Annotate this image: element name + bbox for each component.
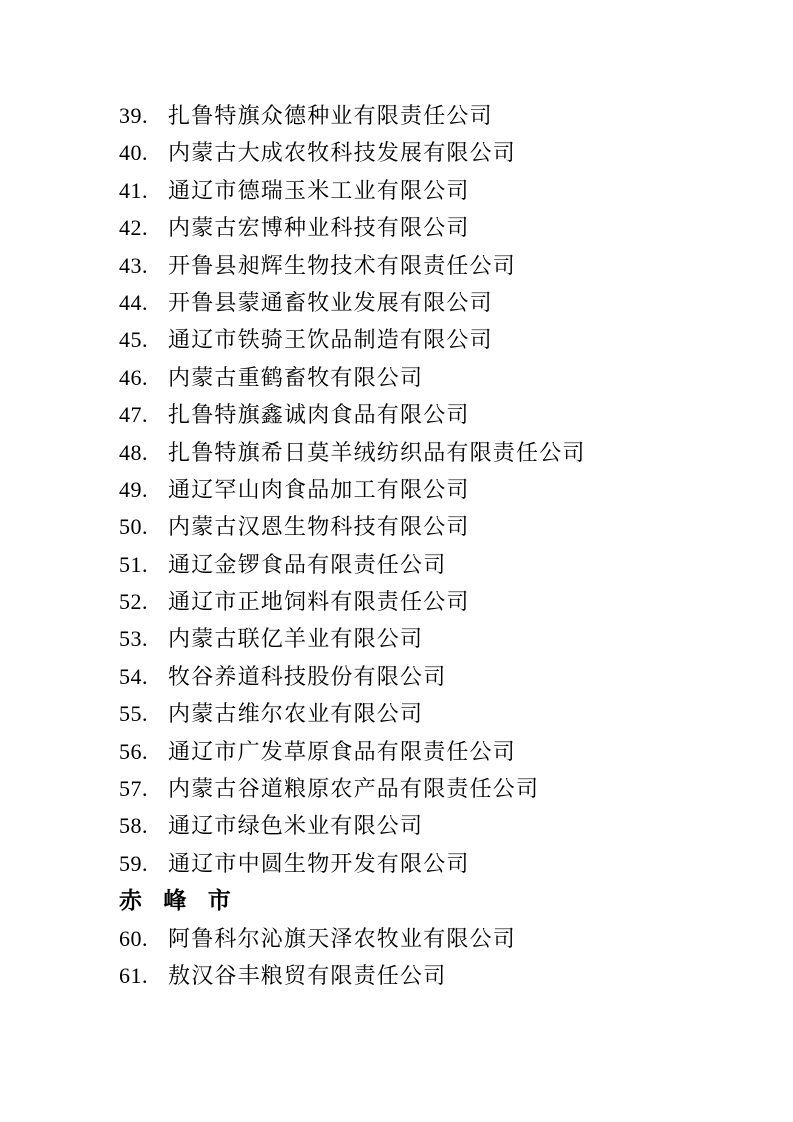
company-name: 通辽市德瑞玉米工业有限公司 [168, 177, 470, 203]
list-item [119, 434, 753, 471]
list-item [119, 471, 753, 508]
company-name: 扎鲁特旗鑫诚肉食品有限公司 [168, 402, 470, 428]
list-item [119, 658, 753, 695]
list-item-number: 51. [119, 551, 148, 577]
list-item-number: 53. [119, 626, 148, 652]
list-item-number: 49. [119, 476, 148, 502]
company-name: 扎鲁特旗希日莫羊绒纺织品有限责任公司 [168, 439, 586, 465]
company-name: 通辽市铁骑王饮品制造有限公司 [168, 327, 493, 353]
list-item [119, 957, 753, 994]
list-item [119, 396, 753, 433]
list-item-number: 59. [119, 850, 148, 876]
company-name: 牧谷养道科技股份有限公司 [168, 663, 447, 689]
list-item [119, 845, 753, 882]
list-item [119, 359, 753, 396]
list-item-number: 45. [119, 327, 148, 353]
list-item [119, 284, 753, 321]
list-item-number: 50. [119, 514, 148, 540]
company-name: 通辽市正地饲料有限责任公司 [168, 589, 470, 615]
company-name: 内蒙古汉恩生物科技有限公司 [168, 514, 470, 540]
company-name: 通辽市中圆生物开发有限公司 [168, 850, 470, 876]
list-item-number: 60. [119, 925, 148, 951]
company-name: 开鲁县昶辉生物技术有限责任公司 [168, 252, 517, 278]
company-name: 内蒙古谷道粮原农产品有限责任公司 [168, 776, 540, 802]
list-item [119, 807, 753, 844]
company-name: 内蒙古重鹤畜牧有限公司 [168, 364, 424, 390]
list-item-number: 39. [119, 103, 148, 128]
company-name: 扎鲁特旗众德种业有限责任公司 [168, 103, 493, 128]
company-name: 开鲁县蒙通畜牧业发展有限公司 [168, 289, 493, 315]
company-name: 通辽罕山肉食品加工有限公司 [168, 476, 470, 502]
list-item [119, 620, 753, 657]
list-item-number: 52. [119, 589, 148, 615]
section-header-chifeng: 赤 峰 市 [119, 887, 232, 914]
list-item [119, 209, 753, 246]
company-name: 内蒙古大成农牧科技发展有限公司 [168, 140, 517, 166]
list-item [119, 920, 753, 957]
list-item-number: 46. [119, 364, 148, 390]
list-item-number: 44. [119, 289, 148, 315]
list-item [119, 247, 753, 284]
company-name: 通辽市广发草原食品有限责任公司 [168, 738, 517, 764]
company-name: 内蒙古联亿羊业有限公司 [168, 626, 424, 652]
list-item [119, 733, 753, 770]
list-item [119, 172, 753, 209]
list-item [119, 508, 753, 545]
list-item-number: 42. [119, 215, 148, 241]
list-item [119, 546, 753, 583]
list-item-number: 56. [119, 738, 148, 764]
list-item [119, 321, 753, 358]
list-item-number: 61. [119, 962, 148, 988]
list-item [119, 583, 753, 620]
list-item-number: 55. [119, 701, 148, 727]
company-name: 敖汉谷丰粮贸有限责任公司 [168, 962, 447, 988]
company-name: 内蒙古维尔农业有限公司 [168, 701, 424, 727]
company-name: 通辽金锣食品有限责任公司 [168, 551, 447, 577]
list-item-number: 54. [119, 663, 148, 689]
list-item-number: 40. [119, 140, 148, 166]
company-name: 阿鲁科尔沁旗天泽农牧业有限公司 [168, 925, 517, 951]
list-item [119, 695, 753, 732]
company-name: 通辽市绿色米业有限公司 [168, 813, 424, 839]
company-name: 内蒙古宏博种业科技有限公司 [168, 215, 470, 241]
list-item [119, 770, 753, 807]
list-item-number: 43. [119, 252, 148, 278]
list-item-number: 48. [119, 439, 148, 465]
list-item [119, 134, 753, 171]
list-item-number: 57. [119, 776, 148, 802]
list-item-number: 47. [119, 402, 148, 428]
list-item-number: 58. [119, 813, 148, 839]
list-item [119, 97, 753, 134]
list-item-number: 41. [119, 177, 148, 203]
